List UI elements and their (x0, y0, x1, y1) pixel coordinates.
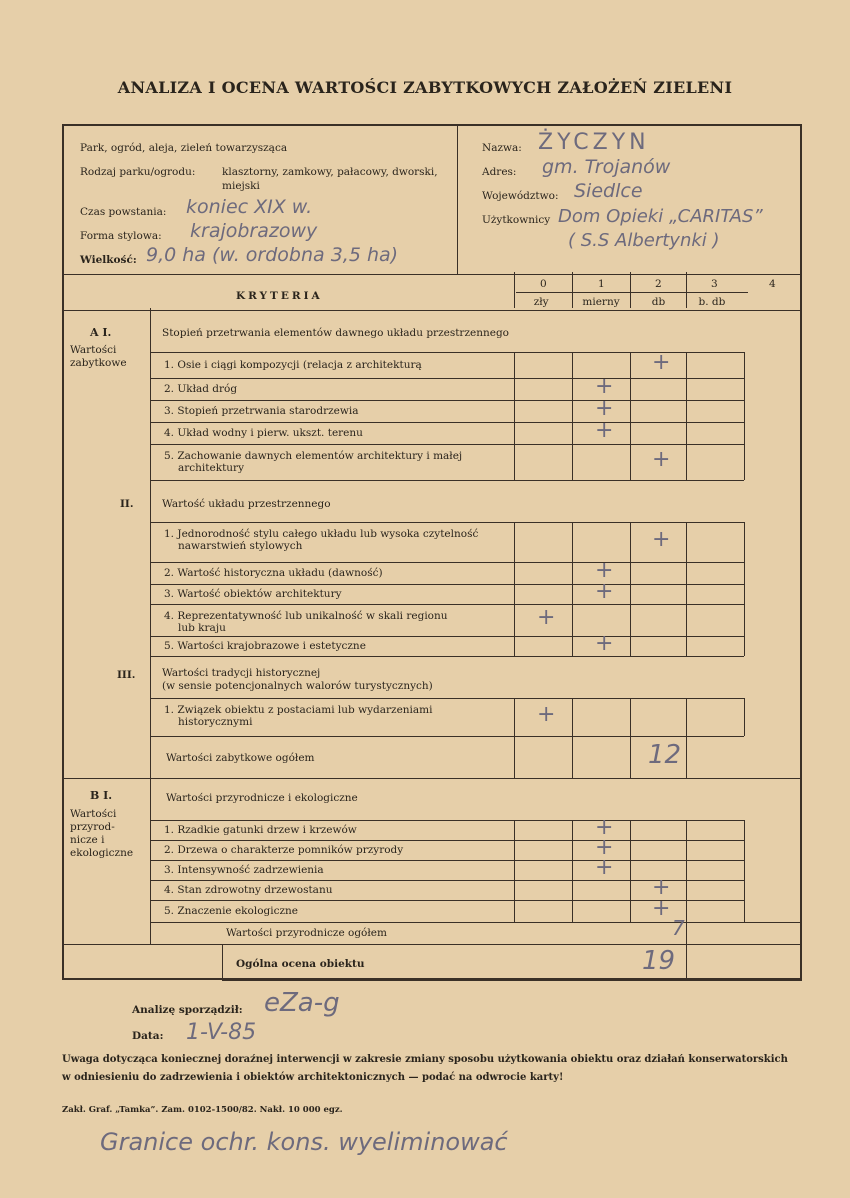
forma-label: Forma stylowa: (80, 230, 162, 242)
score-col-line (572, 860, 573, 880)
score-col-line (744, 820, 745, 840)
score-col-line (744, 522, 745, 562)
criteria-row-label: 2. Drzewa o charakterze pomników przyrody (164, 844, 404, 856)
score-col-line (686, 698, 687, 736)
group-a3-title-2: (w sensie potencjonalnych walorów turystycznych) (162, 680, 433, 692)
score-col-line (686, 378, 687, 400)
score-col-line (630, 604, 631, 636)
score-col-line (514, 820, 515, 840)
forma-value: krajobrazowy (190, 220, 318, 242)
score-col-line (630, 736, 631, 778)
score-col-line (572, 604, 573, 636)
score-col-line (572, 444, 573, 480)
analiza-signature: eZa-g (264, 988, 340, 1018)
criteria-row-line (150, 400, 744, 401)
overall-value: 19 (642, 946, 676, 976)
criteria-row-label: 3. Wartość obiektów architektury (164, 588, 342, 600)
score-col-line (514, 604, 515, 636)
score-col-line (744, 880, 745, 900)
rodzaj-label: Rodzaj parku/ogrodu: (80, 166, 196, 178)
total-col-line (686, 736, 687, 778)
score-col-line (514, 400, 515, 422)
score-col-line (744, 562, 745, 584)
analiza-label: Analizę sporządził: (132, 1004, 243, 1016)
section-a-name-2: zabytkowe (70, 357, 127, 369)
criteria-row-line (150, 604, 744, 605)
score-col-line (744, 378, 745, 400)
criteria-row-label-2: architektury (178, 462, 245, 474)
score-col-line (630, 584, 631, 604)
nazwa-label: Nazwa: (482, 142, 522, 154)
score-mark: + (652, 896, 671, 921)
col-2-label: db (651, 296, 666, 308)
criteria-top-line (64, 274, 800, 275)
col-4-number: 4 (769, 278, 776, 290)
criteria-row-label: 3. Intensywność zadrzewienia (164, 864, 324, 876)
czas-value: koniec XIX w. (186, 196, 313, 218)
data-value: 1-V-85 (186, 1020, 257, 1045)
score-col-line (744, 698, 745, 736)
section-a-name-1: Wartości (70, 344, 117, 356)
score-mark: + (595, 418, 614, 443)
criteria-row-label: 3. Stopień przetrwania starodrzewia (164, 405, 359, 417)
score-mark: + (652, 527, 671, 552)
header-divider (457, 126, 458, 274)
score-col-line (572, 900, 573, 922)
score-col-line (572, 698, 573, 736)
score-col-line (744, 636, 745, 656)
score-col-line (630, 444, 631, 480)
uzytkownicy-value-2: ( S.S Albertynki ) (568, 230, 720, 251)
criteria-row-line (150, 562, 744, 563)
section-divider (62, 778, 802, 779)
score-col-line (572, 272, 573, 308)
score-mark: + (595, 631, 614, 656)
score-col-line (514, 584, 515, 604)
criteria-row-line (150, 840, 744, 841)
group-a1-title: Stopień przetrwania elementów dawnego układu przestrzennego (162, 327, 509, 339)
score-col-line (514, 522, 515, 562)
section-a-total-label: Wartości zabytkowe ogółem (166, 752, 315, 764)
group-a3-title-1: Wartości tradycji historycznej (162, 667, 321, 679)
criteria-row-label: 5. Wartości krajobrazowe i estetyczne (164, 640, 366, 652)
score-col-line (630, 352, 631, 378)
criteria-row-label: 4. Układ wodny i pierw. ukszt. terenu (164, 427, 363, 439)
score-col-line (514, 272, 515, 308)
score-col-line (686, 522, 687, 562)
score-col-line (630, 636, 631, 656)
criteria-row-label: 4. Stan zdrowotny drzewostanu (164, 884, 333, 896)
score-mark: + (537, 605, 556, 630)
score-col-line (630, 698, 631, 736)
wojewodztwo-label: Województwo: (482, 190, 559, 202)
criteria-row-line (150, 422, 744, 423)
uwaga-line-2: w odniesieniu do zadrzewienia i obiektów architektonicznych — podać na odwrocie karty! (62, 1072, 564, 1083)
score-col-line (744, 860, 745, 880)
score-col-line (686, 860, 687, 880)
score-col-line (572, 422, 573, 444)
print-info: Zakł. Graf. „Tamka”. Zam. 0102-1500/82. Nakł. 10 000 egz. (62, 1105, 343, 1115)
wojewodztwo-value: Siedlce (574, 180, 643, 202)
criteria-row-line (150, 444, 744, 445)
score-mark: + (595, 374, 614, 399)
criteria-row-line (150, 480, 744, 481)
score-col-line (686, 422, 687, 444)
overall-col-line (686, 944, 687, 980)
score-col-line (514, 900, 515, 922)
rodzaj-value-2: miejski (222, 180, 260, 192)
score-mark: + (652, 350, 671, 375)
adres-value: gm. Trojanów (542, 156, 671, 178)
criteria-row-label: 1. Związek obiektu z postaciami lub wydarzeniami (164, 704, 433, 716)
section-b-name-2: przyrod- (70, 821, 115, 833)
criteria-row-label-2: nawarstwień stylowych (178, 540, 303, 552)
score-col-line (630, 400, 631, 422)
score-mark: + (595, 835, 614, 860)
score-col-line (686, 840, 687, 860)
score-col-line (630, 272, 631, 308)
overall-left (222, 944, 223, 980)
criteria-row-line (150, 860, 744, 861)
score-col-line (630, 860, 631, 880)
score-mark: + (595, 396, 614, 421)
score-col-line (744, 352, 745, 378)
overall-label: Ogólna ocena obiektu (236, 958, 365, 970)
score-col-line (630, 378, 631, 400)
section-a-roman-2: II. (120, 498, 134, 510)
score-col-line (514, 860, 515, 880)
section-b-total-value: 7 (672, 916, 685, 940)
wielkosc-value: 9,0 ha (w. ordobna 3,5 ha) (146, 244, 399, 266)
section-b-bottom (62, 944, 150, 945)
criteria-row-label: 4. Reprezentatywność lub unikalność w skali regionu (164, 610, 448, 622)
score-col-line (514, 698, 515, 736)
criteria-row-line (150, 378, 744, 379)
czas-label: Czas powstania: (80, 206, 167, 218)
score-col-line (514, 636, 515, 656)
section-b-name-3: nicze i (70, 834, 105, 846)
score-col-line (630, 880, 631, 900)
score-col-line (686, 400, 687, 422)
section-b-name-1: Wartości (70, 808, 117, 820)
section-a-roman-3: III. (117, 669, 136, 681)
total-row-line (150, 922, 802, 923)
uwaga-line-1: Uwaga dotycząca koniecznej doraźnej interwencji w zakresie zmiany sposobu użytkowania obiektu oraz działań konserwatorskich (62, 1054, 788, 1065)
score-col-line (514, 736, 515, 778)
score-col-line (572, 378, 573, 400)
overall-bottom (222, 980, 802, 981)
score-col-line (572, 400, 573, 422)
criteria-row-label: 1. Osie i ciągi kompozycji (relacja z architekturą (164, 359, 422, 371)
score-col-line (744, 840, 745, 860)
section-b-code: B I. (90, 789, 113, 802)
score-mark: + (595, 558, 614, 583)
score-col-line (572, 636, 573, 656)
col-0-label: zły (533, 296, 549, 308)
col-3-label: b. db (698, 296, 726, 308)
uzytkownicy-value: Dom Opieki „CARITAS” (558, 206, 763, 227)
criteria-row-line (150, 656, 744, 657)
group-a2-title: Wartość układu przestrzennego (162, 498, 331, 510)
score-col-line (572, 562, 573, 584)
criteria-row-label: 2. Wartość historyczna układu (dawność) (164, 567, 383, 579)
score-col-line (514, 378, 515, 400)
section-a-total-value: 12 (648, 740, 682, 770)
b-total-bottom (150, 944, 802, 945)
criteria-row-label: 1. Jednorodność stylu całego układu lub wysoka czytelność (164, 528, 479, 540)
total-col-line (686, 922, 687, 944)
score-col-line (686, 562, 687, 584)
score-col-line (630, 820, 631, 840)
score-col-line (630, 422, 631, 444)
data-label: Data: (132, 1030, 164, 1042)
score-col-line (744, 422, 745, 444)
score-col-line (744, 584, 745, 604)
criteria-row-label: 5. Zachowanie dawnych elementów architektury i małej (164, 450, 463, 462)
criteria-row-line (150, 736, 744, 737)
type-line: Park, ogród, aleja, zieleń towarzysząca (80, 142, 288, 154)
section-b-name-4: ekologiczne (70, 847, 134, 859)
criteria-row-label: 2. Układ dróg (164, 383, 238, 395)
rodzaj-value: klasztorny, zamkowy, pałacowy, dworski, (222, 166, 438, 178)
col-1-number: 1 (598, 278, 605, 290)
score-col-line (686, 604, 687, 636)
score-mark: + (652, 447, 671, 472)
section-b-total-label: Wartości przyrodnicze ogółem (226, 927, 387, 939)
score-mark: + (595, 579, 614, 604)
score-col-line (572, 584, 573, 604)
score-col-line (572, 820, 573, 840)
criteria-row-label-2: lub kraju (178, 622, 226, 634)
criteria-row-line (150, 636, 744, 637)
score-col-line (514, 840, 515, 860)
criteria-row-line (150, 584, 744, 585)
score-col-line (514, 880, 515, 900)
score-col-line (630, 840, 631, 860)
score-col-line (572, 352, 573, 378)
score-mark: + (595, 855, 614, 880)
score-col-line (514, 422, 515, 444)
score-mark: + (652, 875, 671, 900)
document-title: ANALIZA I OCENA WARTOŚCI ZABYTKOWYCH ZAŁOŻEŃ ZIELENI (117, 78, 733, 97)
score-col-line (630, 522, 631, 562)
score-col-line (572, 736, 573, 778)
label-col-line (150, 308, 151, 944)
score-col-line (686, 584, 687, 604)
score-col-line (572, 880, 573, 900)
adres-label: Adres: (482, 166, 517, 178)
score-col-line (514, 352, 515, 378)
score-col-line (744, 400, 745, 422)
criteria-mid-line (516, 292, 748, 293)
score-col-line (572, 840, 573, 860)
wielkosc-label: Wielkość: (80, 254, 137, 266)
score-col-line (572, 522, 573, 562)
kryteria-label: KRYTERIA (236, 290, 323, 302)
score-col-line (686, 880, 687, 900)
col-2-number: 2 (655, 278, 662, 290)
score-col-line (686, 444, 687, 480)
score-col-line (686, 636, 687, 656)
group-header-line (150, 522, 744, 523)
score-col-line (686, 900, 687, 922)
score-col-line (744, 444, 745, 480)
bottom-handwritten-note: Granice ochr. kons. wyeliminować (100, 1128, 508, 1156)
score-col-line (744, 900, 745, 922)
group-b1-title: Wartości przyrodnicze i ekologiczne (166, 792, 358, 804)
col-3-number: 3 (711, 278, 718, 290)
score-col-line (744, 604, 745, 636)
criteria-row-label: 1. Rzadkie gatunki drzew i krzewów (164, 824, 357, 836)
uzytkownicy-label: Użytkownicy (482, 214, 551, 226)
score-mark: + (595, 815, 614, 840)
score-col-line (514, 562, 515, 584)
score-col-line (630, 562, 631, 584)
score-col-line (686, 820, 687, 840)
col-0-number: 0 (540, 278, 547, 290)
criteria-bottom-line (64, 310, 800, 311)
section-a-code: A I. (90, 326, 112, 339)
score-col-line (630, 900, 631, 922)
nazwa-value: ŻYCZYN (538, 130, 650, 155)
group-header-line (150, 698, 744, 699)
score-col-line (686, 272, 687, 308)
criteria-row-label: 5. Znaczenie ekologiczne (164, 905, 299, 917)
criteria-row-label-2: historycznymi (178, 716, 253, 728)
col-1-label: mierny (582, 296, 620, 308)
score-col-line (686, 352, 687, 378)
score-col-line (514, 444, 515, 480)
group-header-line (150, 820, 744, 821)
score-mark: + (537, 702, 556, 727)
